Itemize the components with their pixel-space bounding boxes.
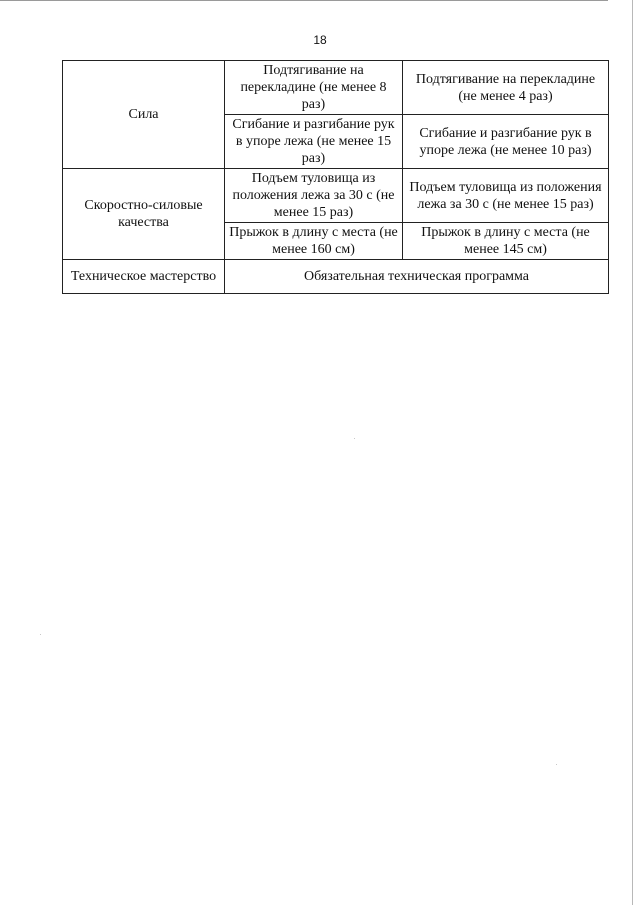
quality-cell-speed-strength: Скоростно-силовые качества xyxy=(63,169,225,260)
test-cell-pullups-col-a: Подтягивание на перекладине (не менее 8 раз) xyxy=(225,61,403,115)
table-row xyxy=(63,169,609,223)
test-cell-pushups-col-b: Сгибание и разгибание рук в упоре лежа (не менее 10 раз) xyxy=(403,115,609,169)
page-edge-right xyxy=(632,0,633,905)
page-number: 18 xyxy=(313,33,327,47)
program-cell-technical: Обязательная техническая программа xyxy=(225,260,609,294)
test-cell-pullups-col-b: Подтягивание на перекладине (не менее 4 раз) xyxy=(403,61,609,115)
test-cell-situps-col-a: Подъем туловища из положения лежа за 30 с (не менее 15 раз) xyxy=(225,169,403,223)
table-row xyxy=(63,260,609,294)
scan-speck xyxy=(354,438,355,439)
test-cell-long-jump-col-b: Прыжок в длину с места (не менее 145 см) xyxy=(403,223,609,260)
table-row xyxy=(63,61,609,115)
quality-cell-strength: Сила xyxy=(63,61,225,169)
test-cell-situps-col-b: Подъем туловища из положения лежа за 30 с (не менее 15 раз) xyxy=(403,169,609,223)
test-cell-pushups-col-a: Сгибание и разгибание рук в упоре лежа (не менее 15 раз) xyxy=(225,115,403,169)
scan-speck xyxy=(556,764,557,765)
page-edge-top xyxy=(0,0,608,1)
test-cell-long-jump-col-a: Прыжок в длину с места (не менее 160 см) xyxy=(225,223,403,260)
quality-cell-technical-skill: Техническое мастерство xyxy=(63,260,225,294)
standards-table xyxy=(62,60,609,294)
scan-speck xyxy=(40,634,41,635)
